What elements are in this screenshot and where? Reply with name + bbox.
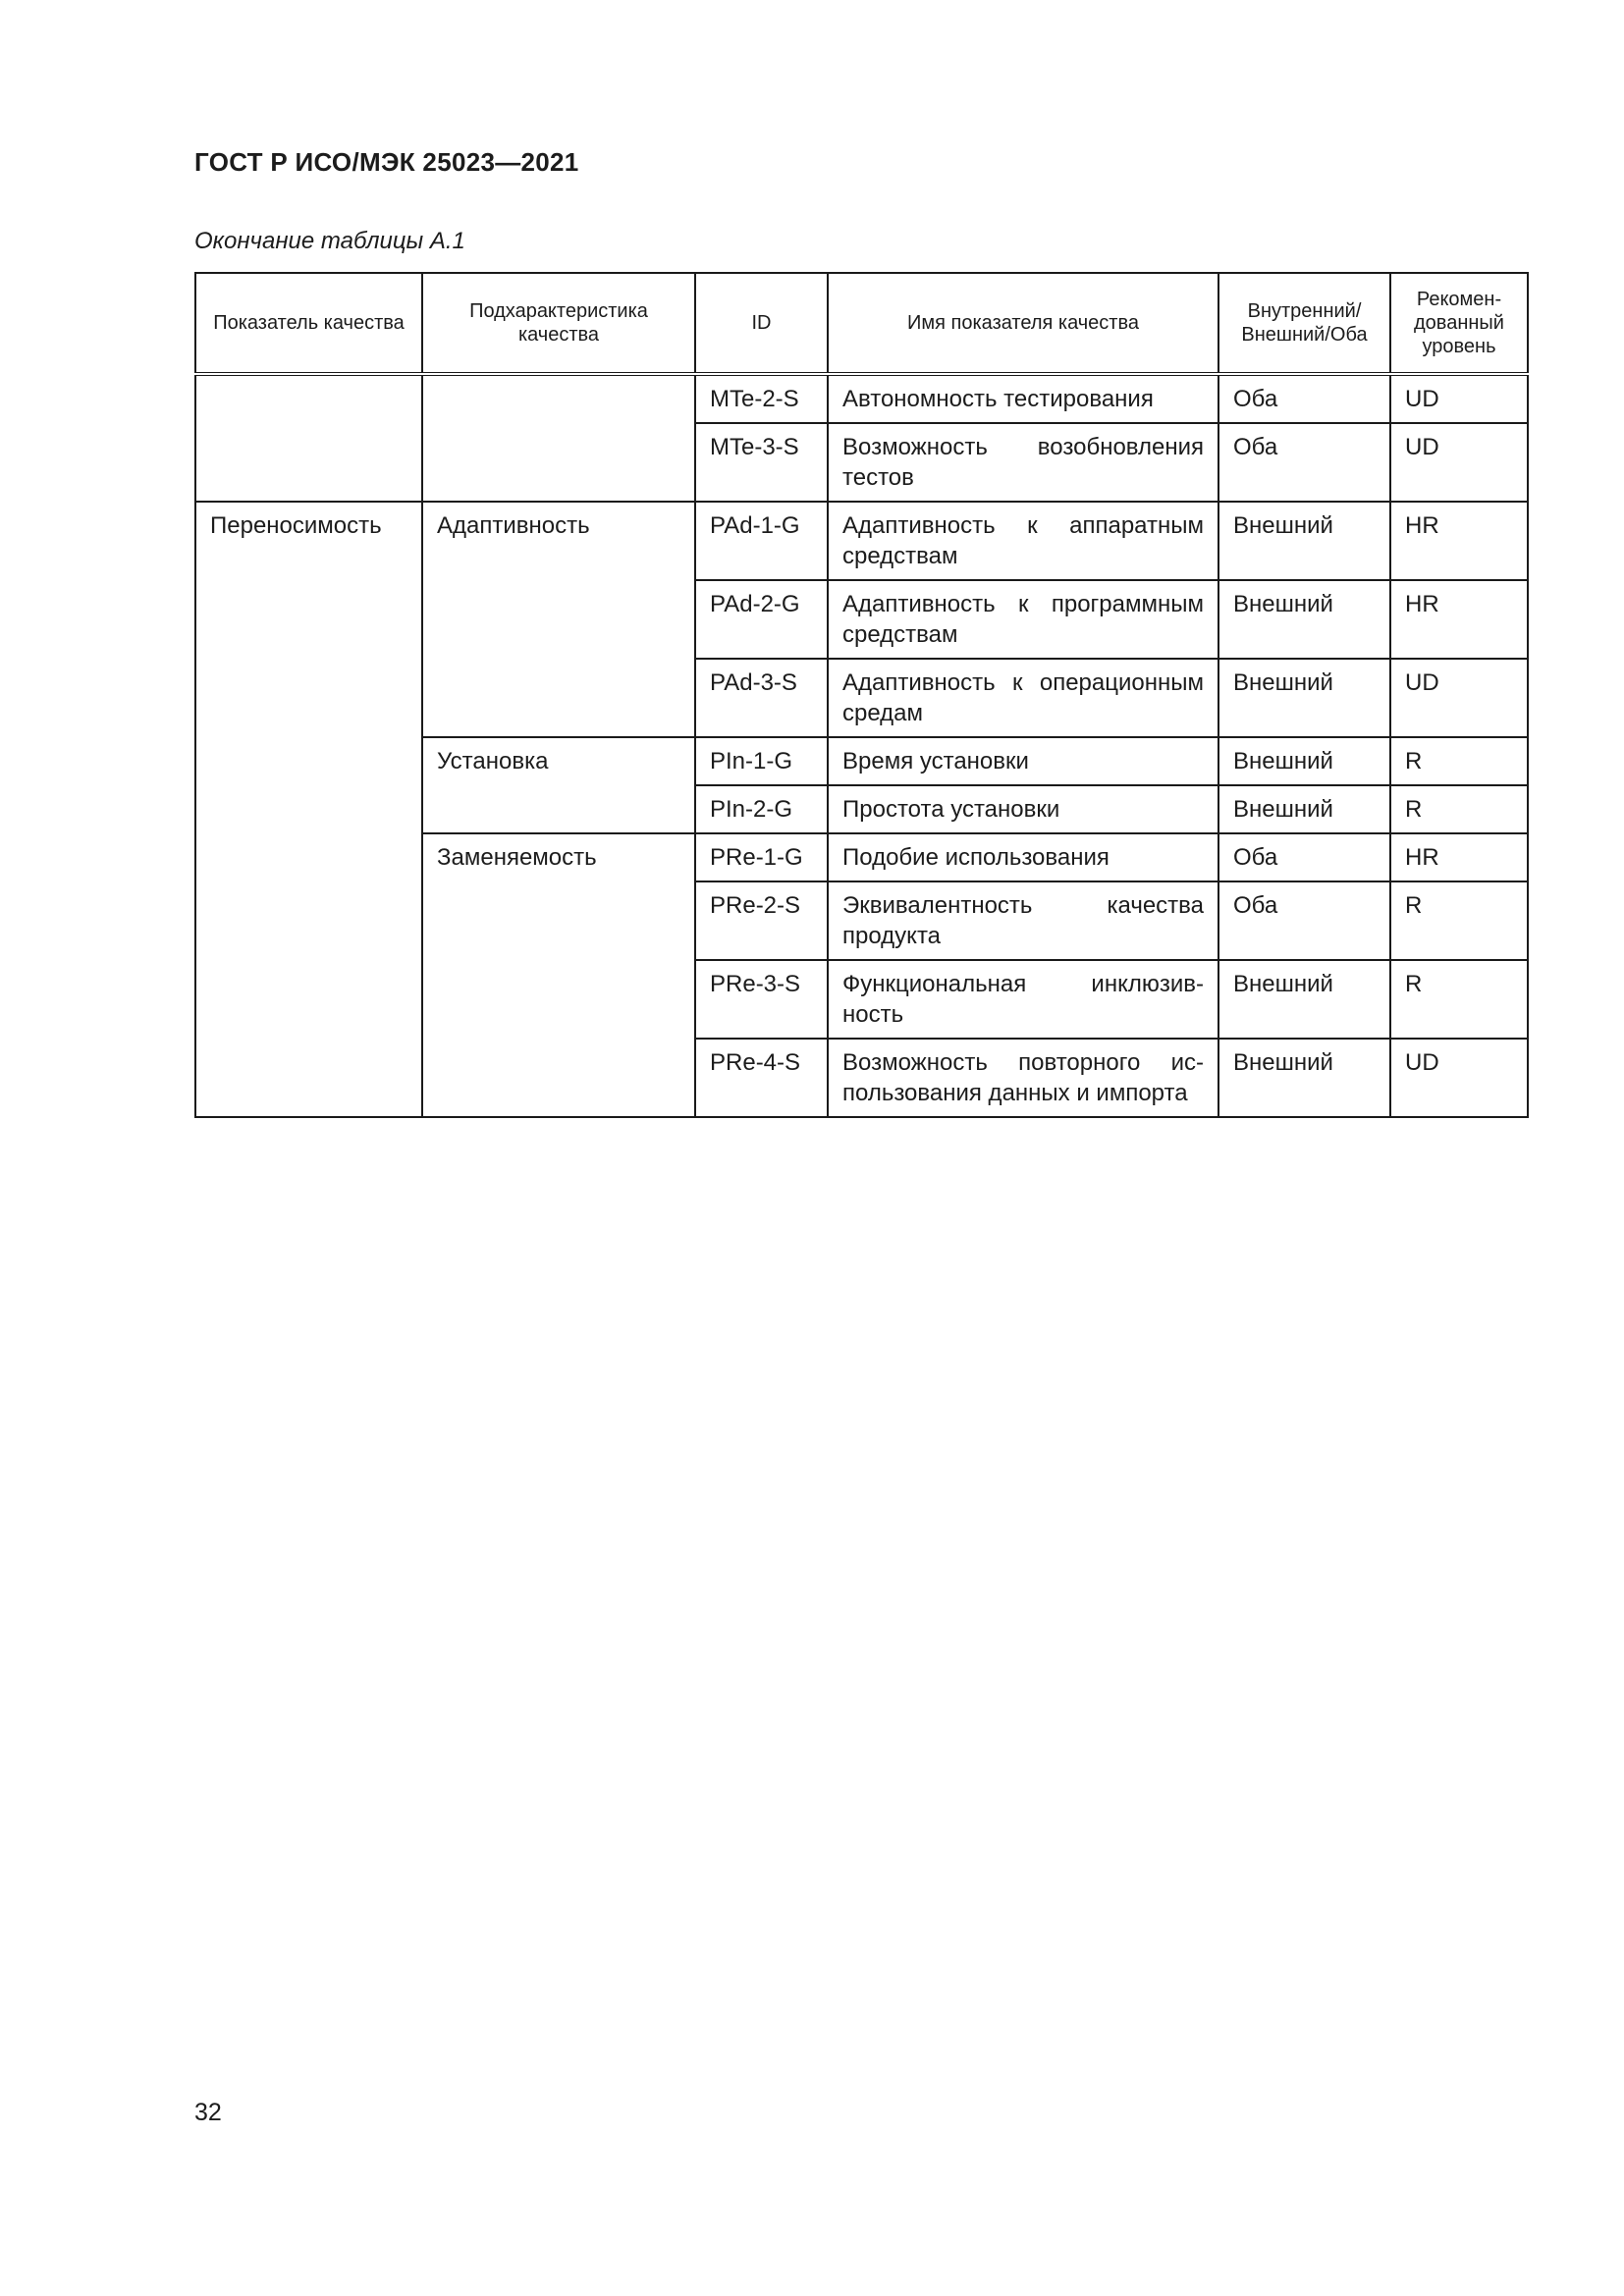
header-metric: Показатель качества (195, 273, 422, 374)
level-cell: UD (1390, 659, 1528, 737)
level-cell: R (1390, 737, 1528, 785)
subcharacteristic-cell-empty (422, 374, 695, 502)
table-row (195, 502, 1528, 580)
level-cell: R (1390, 960, 1528, 1039)
id-cell: PAd-2-G (695, 580, 828, 659)
id-cell: MTe-3-S (695, 423, 828, 502)
scope-cell: Внешний (1218, 960, 1390, 1039)
level-cell: R (1390, 881, 1528, 960)
header-name: Имя показателя качества (828, 273, 1218, 374)
name-cell: Адаптивность к аппаратным средствам (828, 502, 1218, 580)
scope-cell: Оба (1218, 881, 1390, 960)
scope-cell: Внешний (1218, 659, 1390, 737)
id-cell: PRe-1-G (695, 833, 828, 881)
level-cell: HR (1390, 580, 1528, 659)
name-cell: Возможность повторного ис- пользования данных и импорта (828, 1039, 1218, 1117)
id-cell: PRe-3-S (695, 960, 828, 1039)
id-cell: PAd-1-G (695, 502, 828, 580)
name-cell: Адаптивность к программным средствам (828, 580, 1218, 659)
level-cell: HR (1390, 833, 1528, 881)
header-id: ID (695, 273, 828, 374)
table-row (195, 374, 1528, 423)
subcharacteristic-cell-installability: Установка (422, 737, 695, 833)
level-cell: UD (1390, 374, 1528, 423)
level-cell: UD (1390, 423, 1528, 502)
scope-cell: Оба (1218, 423, 1390, 502)
name-cell: Время установки (828, 737, 1218, 785)
page-number: 32 (194, 2099, 222, 2126)
metric-cell-empty (195, 374, 422, 502)
level-cell: R (1390, 785, 1528, 833)
name-cell: Адаптивность к операционным средам (828, 659, 1218, 737)
table-header-row (195, 273, 1528, 374)
metric-cell-portability: Переносимость (195, 502, 422, 1117)
name-cell: Автономность тестирования (828, 374, 1218, 423)
scope-cell: Внешний (1218, 737, 1390, 785)
scope-cell: Внешний (1218, 580, 1390, 659)
subcharacteristic-cell-adaptability: Адаптивность (422, 502, 695, 737)
id-cell: PRe-2-S (695, 881, 828, 960)
level-cell: HR (1390, 502, 1528, 580)
scope-cell: Оба (1218, 833, 1390, 881)
id-cell: PAd-3-S (695, 659, 828, 737)
scope-cell: Внешний (1218, 1039, 1390, 1117)
table-caption: Окончание таблицы А.1 (194, 228, 465, 254)
name-cell: Возможность возобновления тестов (828, 423, 1218, 502)
name-cell: Подобие использования (828, 833, 1218, 881)
id-cell: MTe-2-S (695, 374, 828, 423)
header-subcharacteristic: Подхарактеристика качества (422, 273, 695, 374)
scope-cell: Внешний (1218, 785, 1390, 833)
scope-cell: Оба (1218, 374, 1390, 423)
level-cell: UD (1390, 1039, 1528, 1117)
subcharacteristic-cell-replaceability: Заменяемость (422, 833, 695, 1117)
document-header: ГОСТ Р ИСО/МЭК 25023—2021 (194, 147, 579, 177)
id-cell: PIn-2-G (695, 785, 828, 833)
quality-metrics-table (194, 272, 1529, 1118)
id-cell: PRe-4-S (695, 1039, 828, 1117)
header-scope: Внутренний/ Внешний/Оба (1218, 273, 1390, 374)
name-cell: Эквивалентность качества продукта (828, 881, 1218, 960)
name-cell: Функциональная инклюзив- ность (828, 960, 1218, 1039)
header-level: Рекомен- дованный уровень (1390, 273, 1528, 374)
name-cell: Простота установки (828, 785, 1218, 833)
scope-cell: Внешний (1218, 502, 1390, 580)
id-cell: PIn-1-G (695, 737, 828, 785)
